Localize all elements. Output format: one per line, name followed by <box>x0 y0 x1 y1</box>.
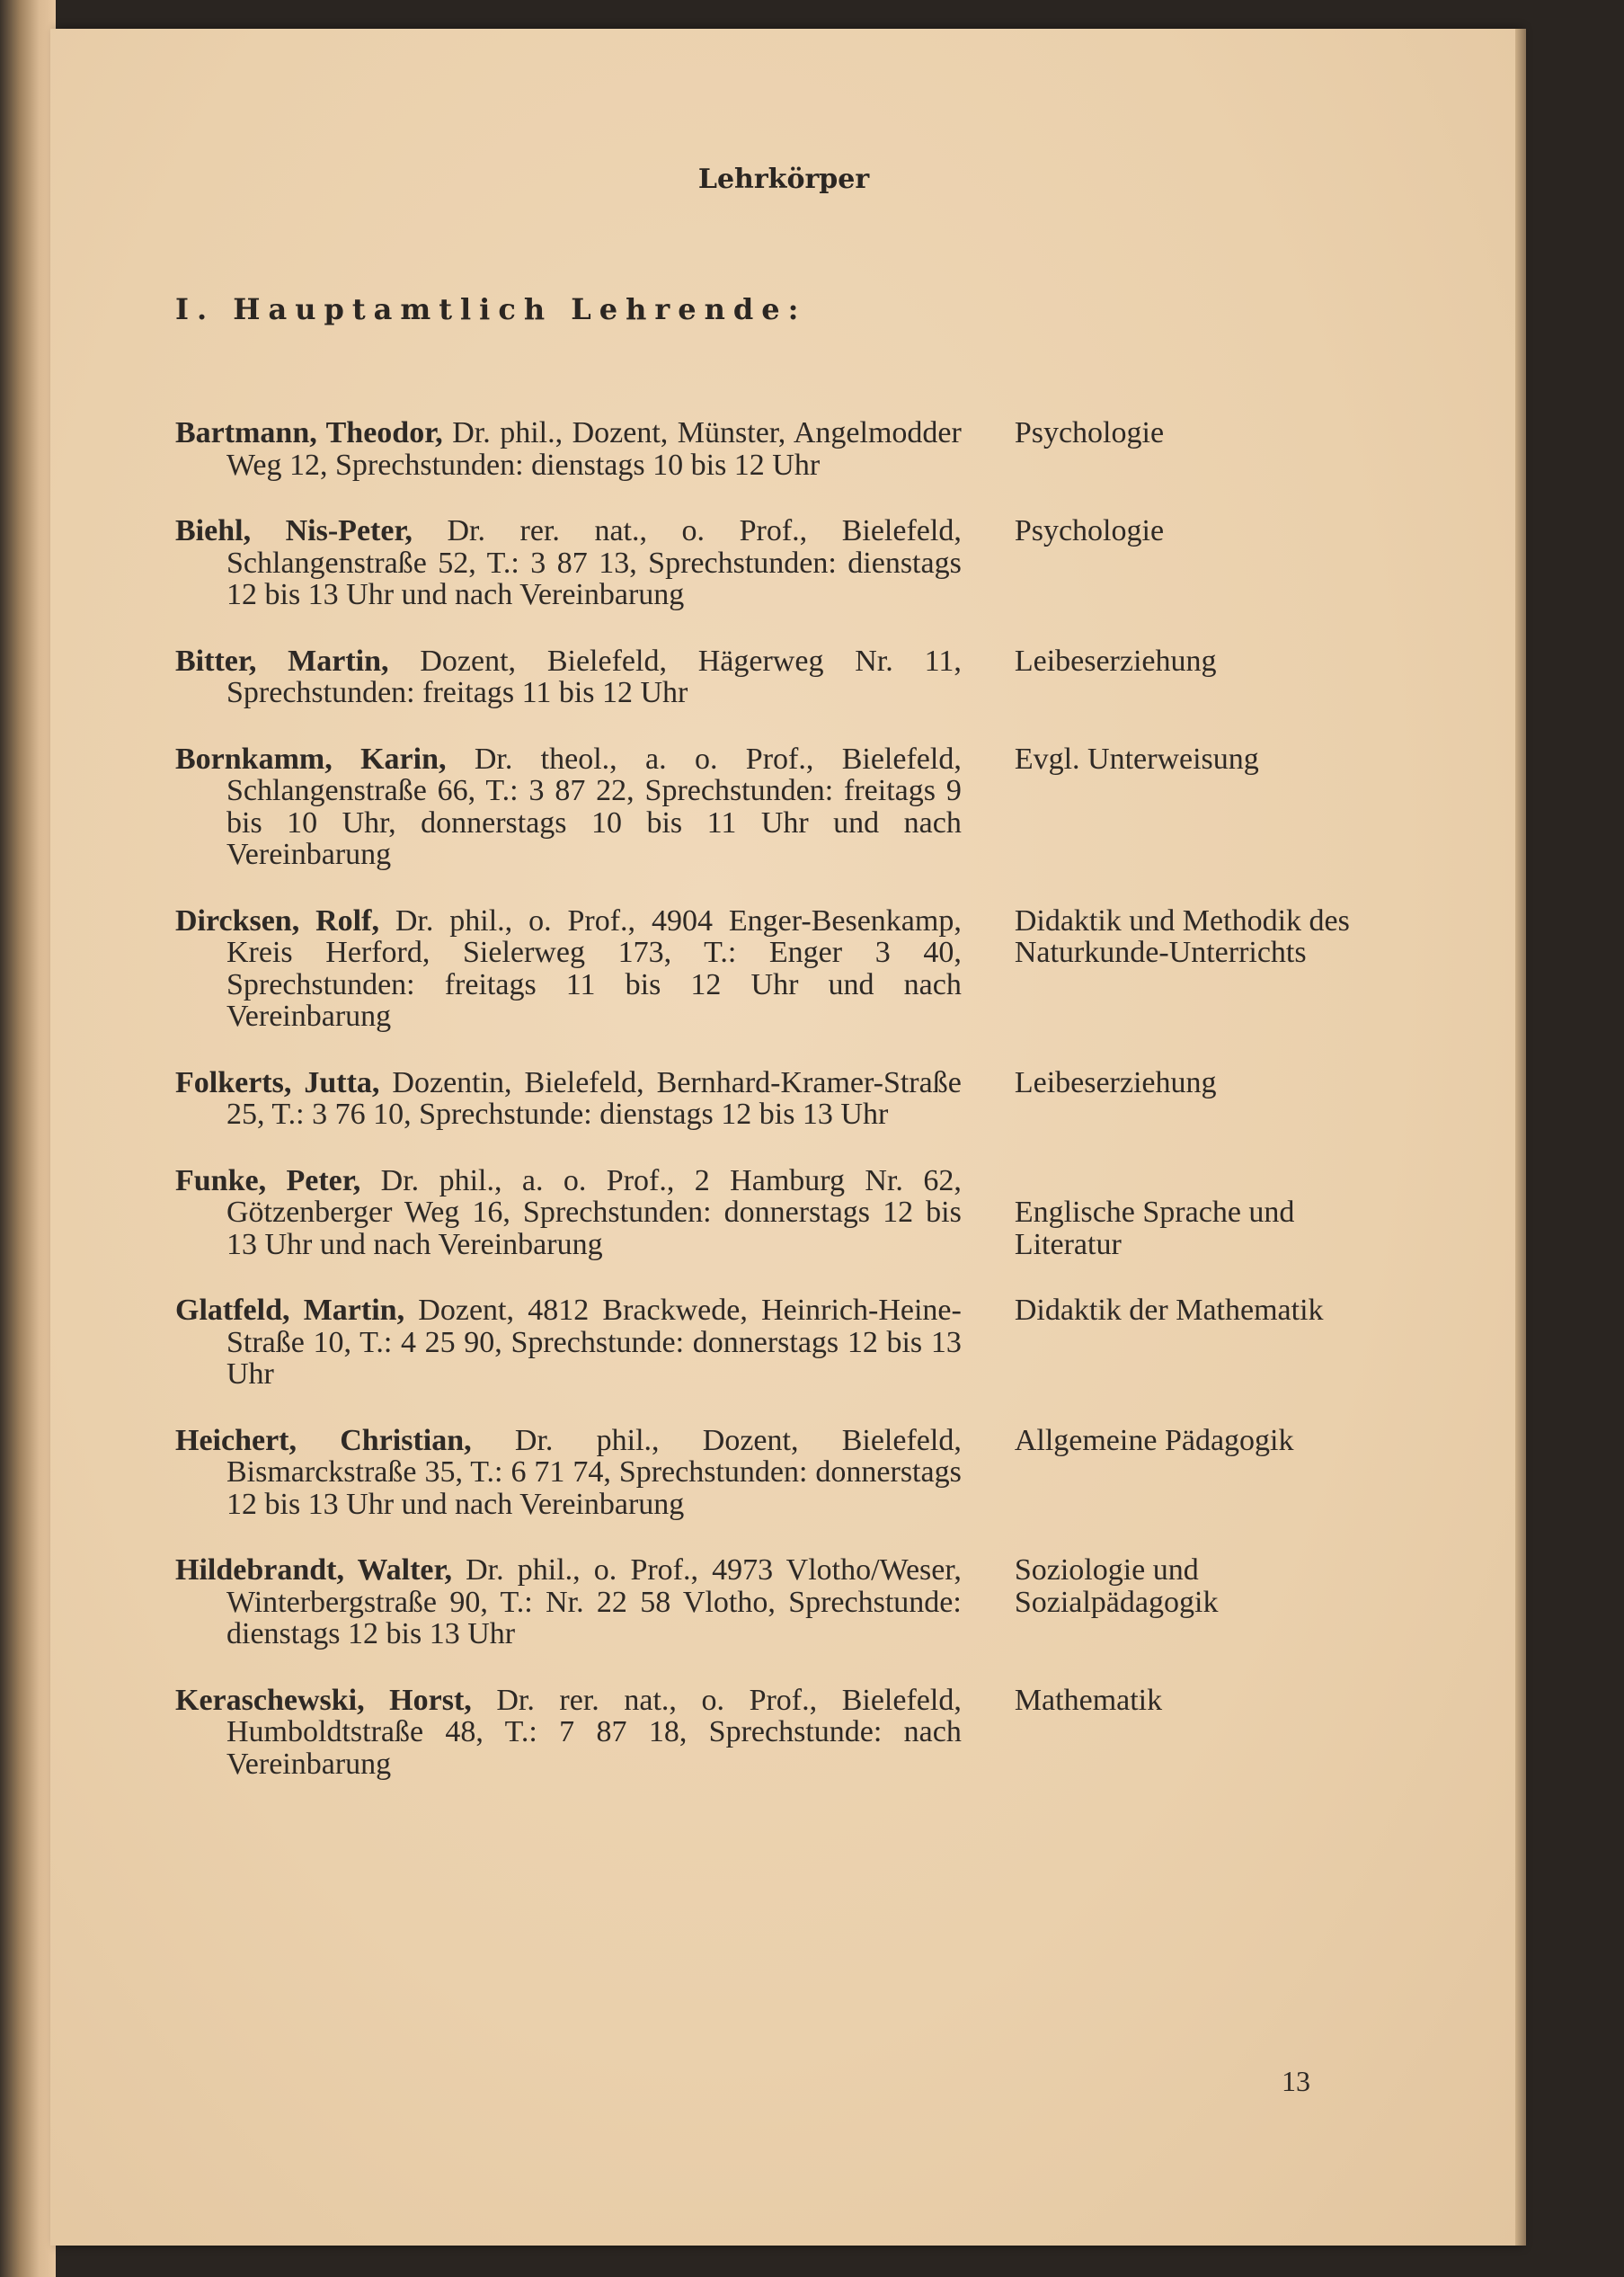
book-page <box>50 29 1517 2246</box>
entry-text <box>175 1554 962 1650</box>
entry-text <box>175 1425 962 1521</box>
entry-name: Dircksen, Rolf, <box>175 903 379 938</box>
entry-details: Dr. phil., Dozent, Münster, Angelmodder Weg 12, Sprechstunden: dienstags 10 bis 12 Uhr <box>226 416 962 482</box>
section-heading: I. Hauptamtlich Lehrende: <box>175 292 807 326</box>
faculty-entry <box>175 1294 1407 1391</box>
entry-text <box>175 905 962 1033</box>
entry-subject: Allgemeine Pädagogik <box>1014 1423 1294 1457</box>
faculty-entry <box>175 645 1407 709</box>
entry-text <box>175 1685 962 1781</box>
entry-subject: Psychologie <box>1014 416 1165 449</box>
faculty-entry <box>175 1425 1407 1521</box>
entry-text <box>175 1067 962 1131</box>
left-page-edge <box>0 0 56 2277</box>
entry-subject: Didaktik der Mathematik <box>1014 1294 1324 1327</box>
entry-name: Heichert, Christian, <box>175 1423 472 1457</box>
entry-text <box>175 1165 962 1261</box>
entry-details: Dr. phil., o. Prof., 4904 Enger-Besenkamp, Kreis Herford, Sielerweg 173, T.: Enger 3 40, Sprechstunden: freitags 11 bis 12 Uhr und nach Vereinbarung <box>226 903 962 1033</box>
entry-subject: Soziologie und Sozialpädagogik <box>1014 1553 1219 1619</box>
entry-subject: Didaktik und Methodik des Naturkunde-Unterrichts <box>1014 903 1350 969</box>
faculty-entry <box>175 515 1407 611</box>
entry-subject: Mathematik <box>1014 1683 1163 1717</box>
entry-subject: Evgl. Unterweisung <box>1014 742 1259 776</box>
entry-name: Hildebrandt, Walter, <box>175 1553 452 1587</box>
entry-subject: Englische Sprache und Literatur <box>1014 1196 1295 1261</box>
entry-details: Dr. rer. nat., o. Prof., Bielefeld, Schlangenstraße 52, T.: 3 87 13, Sprechstunden: dienstags 12 bis 13 Uhr und nach Vereinbarung <box>226 514 962 611</box>
entry-name: Bornkamm, Karin, <box>175 742 447 776</box>
entry-details: Dr. phil., Dozent, Bielefeld, Bismarckstraße 35, T.: 6 71 74, Sprechstunden: donnerstags 12 bis 13 Uhr und nach Vereinbarung <box>226 1423 962 1521</box>
faculty-entry <box>175 417 1407 481</box>
entry-name: Funke, Peter, <box>175 1163 361 1197</box>
faculty-entry <box>175 1685 1407 1781</box>
entry-text <box>175 515 962 611</box>
entry-name: Keraschewski, Horst, <box>175 1683 472 1717</box>
entry-text <box>175 645 962 709</box>
faculty-entry <box>175 1554 1407 1650</box>
entry-details: Dr. phil., o. Prof., 4973 Vlotho/Weser, Winterbergstraße 90, T.: Nr. 22 58 Vlotho, Sprechstunde: dienstags 12 bis 13 Uhr <box>226 1553 962 1650</box>
entry-details: Dr. rer. nat., o. Prof., Bielefeld, Humboldtstraße 48, T.: 7 87 18, Sprechstunde: nach Vereinbarung <box>226 1683 962 1781</box>
faculty-list <box>175 417 1407 1814</box>
entry-name: Bitter, Martin, <box>175 644 389 678</box>
entry-subject: Psychologie <box>1014 514 1165 547</box>
entry-details: Dozentin, Bielefeld, Bernhard-Kramer-Straße 25, T.: 3 76 10, Sprechstunde: dienstags 12 bis 13 Uhr <box>226 1065 962 1131</box>
entry-details: Dr. phil., a. o. Prof., 2 Hamburg Nr. 62, Götzenberger Weg 16, Sprechstunden: donnerstags 12 bis 13 Uhr und nach Vereinbarung <box>226 1163 962 1261</box>
faculty-entry <box>175 1165 1407 1261</box>
faculty-entry <box>175 743 1407 871</box>
entry-details: Dozent, Bielefeld, Hägerweg Nr. 11, Sprechstunden: freitags 11 bis 12 Uhr <box>226 644 962 709</box>
entry-text <box>175 417 962 481</box>
page-number: 13 <box>1282 2065 1310 2097</box>
entry-name: Folkerts, Jutta, <box>175 1065 380 1099</box>
entry-text <box>175 743 962 871</box>
entry-name: Biehl, Nis-Peter, <box>175 514 413 547</box>
entry-details: Dozent, 4812 Brackwede, Heinrich-Heine-Straße 10, T.: 4 25 90, Sprechstunde: donnerstags 12 bis 13 Uhr <box>226 1294 962 1391</box>
entry-subject: Leibeserziehung <box>1014 644 1217 678</box>
entry-name: Glatfeld, Martin, <box>175 1294 405 1327</box>
entry-text <box>175 1294 962 1391</box>
running-head: Lehrkörper <box>697 164 870 195</box>
entry-name: Bartmann, Theodor, <box>175 416 443 449</box>
entry-subject: Leibeserziehung <box>1014 1065 1217 1099</box>
faculty-entry <box>175 1067 1407 1131</box>
entry-details: Dr. theol., a. o. Prof., Bielefeld, Schlangenstraße 66, T.: 3 87 22, Sprechstunden: freitags 9 bis 10 Uhr, donnerstags 10 bis 11 Uhr und nach Vereinbarung <box>226 742 962 871</box>
faculty-entry <box>175 905 1407 1033</box>
